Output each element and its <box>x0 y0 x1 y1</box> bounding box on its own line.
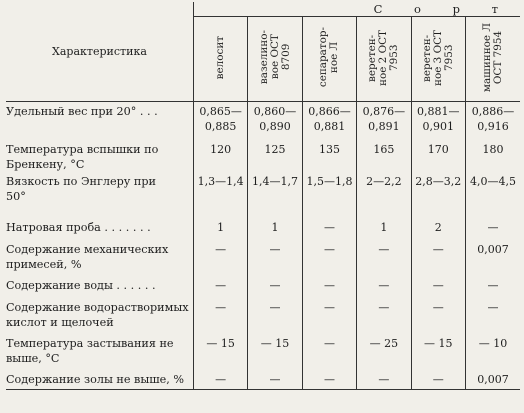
table-cell: — 15 <box>193 334 247 370</box>
table-row <box>6 218 520 240</box>
row-label: Содержание механических примесей, % <box>6 240 193 276</box>
grade-column-header: веретен- ное 3 ОСТ 7953 <box>411 17 465 102</box>
row-label: Содержание воды . . . . . . <box>6 276 193 298</box>
table-row <box>6 140 520 172</box>
table-cell: — <box>411 240 465 276</box>
table-row <box>6 370 520 390</box>
table-cell: — <box>487 300 499 314</box>
table-cell: — <box>248 276 302 298</box>
table-cell: — <box>302 218 356 240</box>
table-cell: — <box>302 370 356 390</box>
table-row <box>6 172 520 218</box>
table-cell: 4,0—4,5 <box>469 174 516 188</box>
row-label: Вязкость по Энглеру при 50° <box>6 172 193 218</box>
table-cell: 0,876— 0,891 <box>357 102 411 140</box>
table-cell: 0,860— 0,890 <box>248 102 302 140</box>
table-cell: 1 <box>248 218 302 240</box>
table-cell: — <box>248 298 302 334</box>
table-cell: 2,8—3,2 <box>411 172 465 218</box>
table-cell: — <box>193 240 247 276</box>
table-cell: 180 <box>482 142 504 156</box>
table-cell: — <box>193 298 247 334</box>
grade-column-header: веретен- ное 2 ОСТ 7953 <box>357 17 411 102</box>
table-cell: — 10 <box>478 336 508 350</box>
row-label: Натровая проба . . . . . . . <box>6 218 193 240</box>
table-cell: — <box>357 240 411 276</box>
table-cell: 125 <box>248 140 302 172</box>
table-cell: 2—2,2 <box>357 172 411 218</box>
table-cell: — <box>357 276 411 298</box>
table-cell: — <box>248 240 302 276</box>
table-cell: — <box>411 370 465 390</box>
table-cell: 1 <box>357 218 411 240</box>
table-cell: 1 <box>193 218 247 240</box>
table-cell: — 15 <box>248 334 302 370</box>
table-cell: 0,007 <box>477 242 509 256</box>
table-cell: 0,866— 0,881 <box>302 102 356 140</box>
table-cell: 0,881— 0,901 <box>411 102 465 140</box>
table-cell: 120 <box>193 140 247 172</box>
table-cell: — <box>487 278 499 292</box>
grade-column-header: сепаратор- ное Л <box>302 17 356 102</box>
row-label: Температура вспышки по Бренкену, °С <box>6 140 193 172</box>
table-cell: — 15 <box>411 334 465 370</box>
table-cell: — <box>411 298 465 334</box>
table-row <box>6 276 520 298</box>
table-cell: 0,886— 0,916 <box>471 105 515 133</box>
table-cell: — <box>193 370 247 390</box>
header-row-top <box>6 2 520 17</box>
table-row <box>6 240 520 276</box>
table-cell: — <box>302 240 356 276</box>
table-cell: — <box>357 370 411 390</box>
table-cell: — <box>193 276 247 298</box>
table-cell: — 25 <box>357 334 411 370</box>
grade-column-header: вазелино- вое ОСТ 8709 <box>248 17 302 102</box>
table-cell: 0,007 <box>465 370 520 390</box>
table-cell: 0,865— 0,885 <box>193 102 247 140</box>
row-label: Содержание водорастворимых кислот и щелочей <box>6 298 193 334</box>
table-row <box>6 298 520 334</box>
row-label: Содержание золы не выше, % <box>6 370 193 390</box>
table-cell: — <box>302 298 356 334</box>
table-cell: 170 <box>411 140 465 172</box>
table-cell: — <box>411 276 465 298</box>
characteristic-header: Характеристика <box>6 2 193 102</box>
grade-header: С о р т <box>193 2 520 17</box>
grade-column-header: велосит <box>193 17 247 102</box>
table-cell: — <box>357 298 411 334</box>
table-cell: 1,4—1,7 <box>248 172 302 218</box>
table-cell: 1,3—1,4 <box>193 172 247 218</box>
oil-grades-table <box>6 2 520 390</box>
grade-column-header: машинное Л ОСТ 7954 <box>465 17 520 102</box>
table-cell: 135 <box>302 140 356 172</box>
table-cell: — <box>248 370 302 390</box>
table-row <box>6 102 520 140</box>
table-cell: — <box>487 220 499 234</box>
table-row <box>6 334 520 370</box>
table-cell: 2 <box>411 218 465 240</box>
table-cell: — <box>302 276 356 298</box>
row-label: Удельный вес при 20° . . . <box>6 102 193 140</box>
row-label: Температура застывания не выше, °С <box>6 334 193 370</box>
table-cell: — <box>302 334 356 370</box>
table-cell: 1,5—1,8 <box>302 172 356 218</box>
table-cell: 165 <box>357 140 411 172</box>
